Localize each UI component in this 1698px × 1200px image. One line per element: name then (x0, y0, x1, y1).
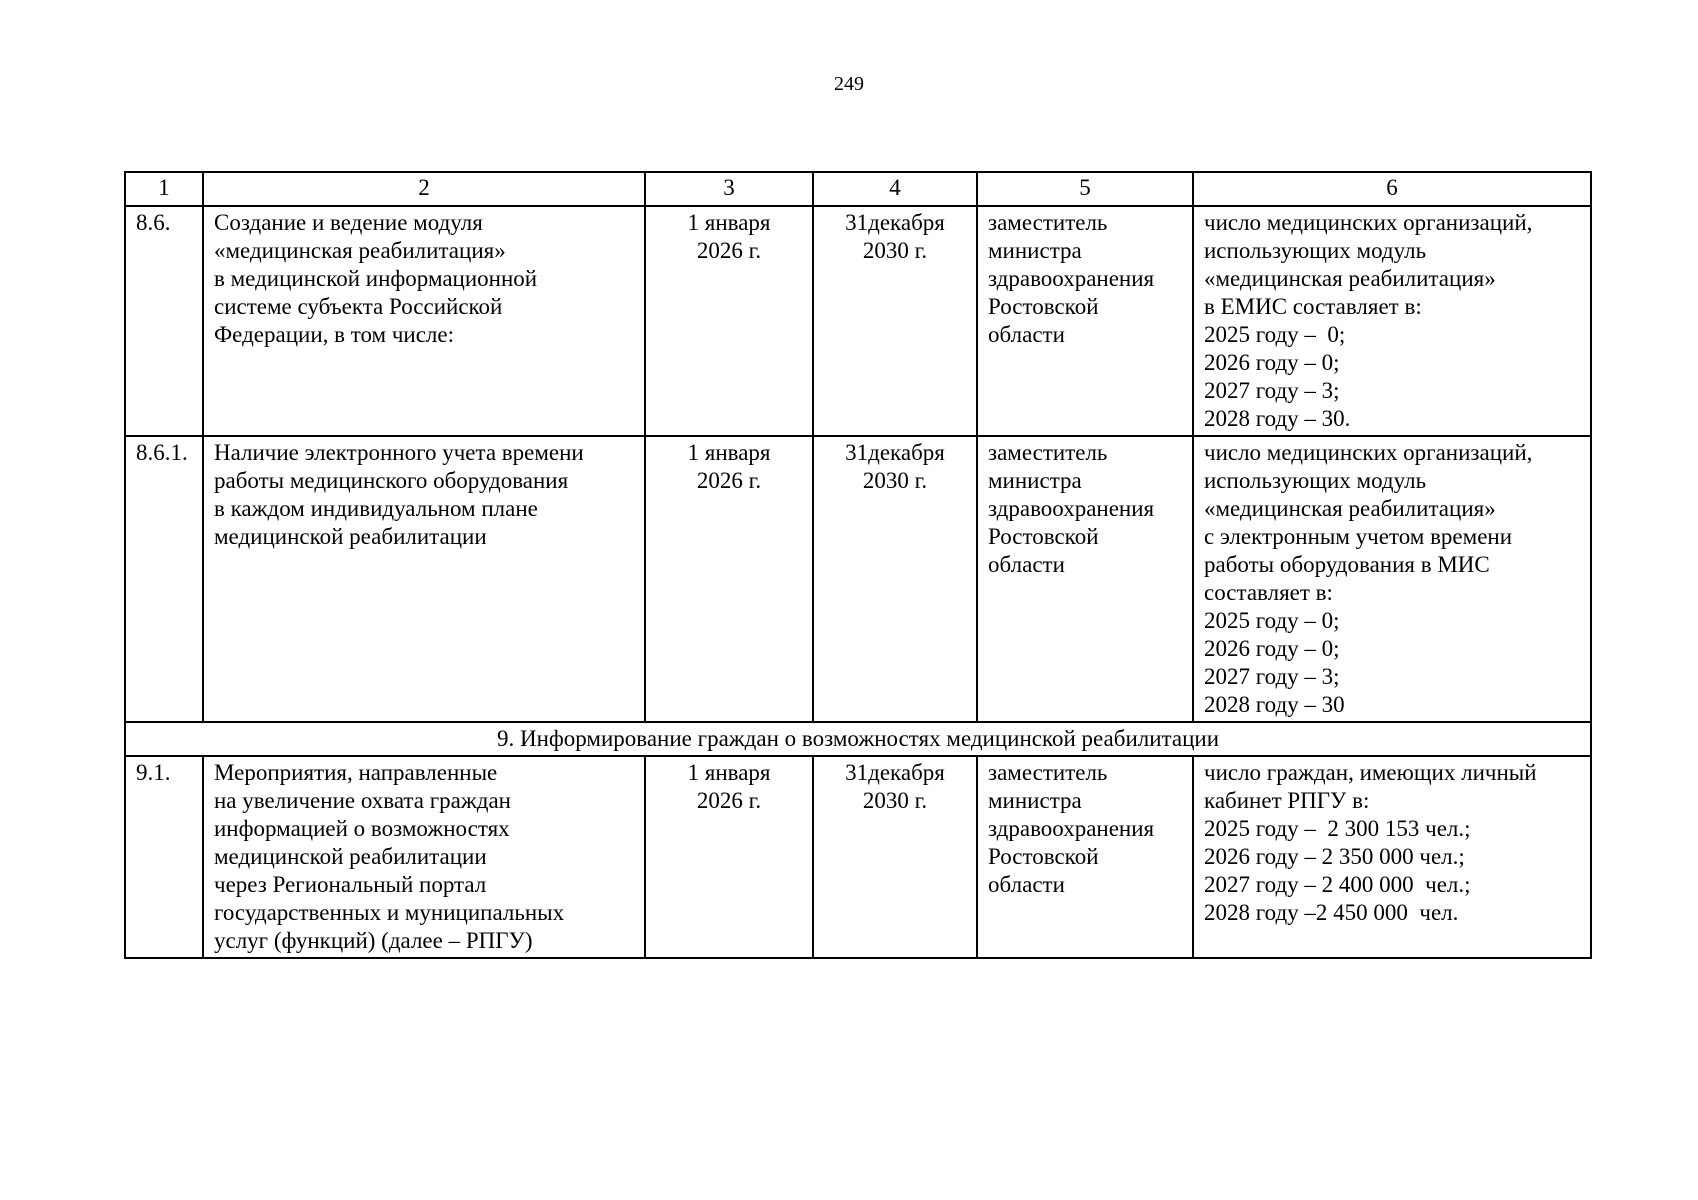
text-line: 1 января (687, 760, 771, 785)
indicator-cell (1193, 206, 1591, 436)
text-line: государственных и муниципальных (214, 900, 565, 925)
text-line: на увеличение охвата граждан (214, 788, 511, 813)
responsible-cell (977, 756, 1193, 958)
section-title: 9. Информирование граждан о возможностях медицинской реабилитации (125, 722, 1591, 756)
text-line: области (988, 872, 1065, 897)
text-line: 2027 году – 2 400 000 чел.; (1204, 872, 1471, 897)
text-line: использующих модуль (1204, 468, 1427, 493)
text-line: «медицинская реабилитация» (1204, 266, 1496, 291)
column-number: 5 (977, 172, 1193, 206)
text-line: 2028 году – 30. (1204, 406, 1351, 431)
responsible-cell (977, 206, 1193, 436)
text-line: министра (988, 788, 1082, 813)
text-line: в каждом индивидуальном плане (214, 496, 538, 521)
text-line: 2026 г. (696, 788, 762, 813)
text-line: использующих модуль (1204, 238, 1427, 263)
text-line: 2025 году – 2 300 153 чел.; (1204, 816, 1471, 841)
text-line: 31декабря (845, 440, 945, 465)
indicator-cell (1193, 436, 1591, 722)
column-number: 6 (1193, 172, 1591, 206)
text-line: Ростовской (988, 844, 1099, 869)
table-row (125, 206, 1591, 436)
text-line: 2028 году – 30 (1204, 692, 1345, 717)
column-number: 4 (813, 172, 977, 206)
text-line: заместитель (988, 210, 1108, 235)
text-line: 2026 году – 0; (1204, 636, 1340, 661)
item-number-cell: 9.1. (125, 756, 203, 958)
text-line: системе субъекта Российской (214, 294, 503, 319)
text-line: в медицинской информационной (214, 266, 538, 291)
text-line: в ЕМИС составляет в: (1204, 294, 1422, 319)
text-line: 2026 году – 0; (1204, 350, 1340, 375)
text-line: 2026 году – 2 350 000 чел.; (1204, 844, 1465, 869)
text-line: 2025 году – 0; (1204, 322, 1346, 347)
text-line: «медицинская реабилитация» (214, 238, 506, 263)
text-line: услуг (функций) (далее – РПГУ) (214, 928, 533, 953)
section-heading-row (125, 722, 1591, 756)
column-number: 1 (125, 172, 203, 206)
text-line: 2028 году –2 450 000 чел. (1204, 900, 1459, 925)
text-line: медицинской реабилитации (214, 844, 487, 869)
text-line: здравоохранения (988, 816, 1155, 841)
table-row (125, 756, 1591, 958)
text-line: информацией о возможностях (214, 816, 510, 841)
text-line: 31декабря (845, 210, 945, 235)
text-line: 2025 году – 0; (1204, 608, 1340, 633)
text-line: Ростовской (988, 524, 1099, 549)
item-number-cell: 8.6. (125, 206, 203, 436)
text-line: работы оборудования в МИС (1204, 552, 1490, 577)
end-date-cell (813, 436, 977, 722)
text-line: 2027 году – 3; (1204, 664, 1340, 689)
column-number: 3 (645, 172, 813, 206)
text-line: Федерации, в том числе: (214, 322, 455, 347)
text-line: заместитель (988, 440, 1108, 465)
page-number: 249 (834, 73, 864, 95)
text-line: 1 января (687, 210, 771, 235)
end-date-cell (813, 756, 977, 958)
table-row (125, 436, 1591, 722)
text-line: число медицинских организаций, (1204, 440, 1533, 465)
text-line: 2030 г. (862, 788, 928, 813)
text-line: через Региональный портал (214, 872, 487, 897)
start-date-cell (645, 756, 813, 958)
text-line: 2030 г. (862, 468, 928, 493)
text-line: Создание и ведение модуля (214, 210, 483, 235)
text-line: 2030 г. (862, 238, 928, 263)
description-cell (203, 756, 645, 958)
text-line: 2027 году – 3; (1204, 378, 1340, 403)
text-line: Ростовской (988, 294, 1099, 319)
text-line: составляет в: (1204, 580, 1333, 605)
start-date-cell (645, 436, 813, 722)
text-line: число граждан, имеющих личный (1204, 760, 1537, 785)
measures-table (124, 171, 1592, 959)
responsible-cell (977, 436, 1193, 722)
item-number-cell: 8.6.1. (125, 436, 203, 722)
start-date-cell (645, 206, 813, 436)
text-line: министра (988, 468, 1082, 493)
text-line: работы медицинского оборудования (214, 468, 569, 493)
column-number-row (125, 172, 1591, 206)
text-line: 1 января (687, 440, 771, 465)
text-line: министра (988, 238, 1082, 263)
text-line: 2026 г. (696, 238, 762, 263)
text-line: Мероприятия, направленные (214, 760, 498, 785)
text-line: области (988, 322, 1065, 347)
text-line: с электронным учетом времени (1204, 524, 1513, 549)
text-line: заместитель (988, 760, 1108, 785)
description-cell (203, 206, 645, 436)
description-cell (203, 436, 645, 722)
text-line: 2026 г. (696, 468, 762, 493)
text-line: области (988, 552, 1065, 577)
end-date-cell (813, 206, 977, 436)
column-number: 2 (203, 172, 645, 206)
indicator-cell (1193, 756, 1591, 958)
text-line: кабинет РПГУ в: (1204, 788, 1370, 813)
text-line: здравоохранения (988, 266, 1155, 291)
text-line: здравоохранения (988, 496, 1155, 521)
text-line: Наличие электронного учета времени (214, 440, 584, 465)
text-line: 31декабря (845, 760, 945, 785)
text-line: «медицинская реабилитация» (1204, 496, 1496, 521)
text-line: число медицинских организаций, (1204, 210, 1533, 235)
text-line: медицинской реабилитации (214, 524, 487, 549)
